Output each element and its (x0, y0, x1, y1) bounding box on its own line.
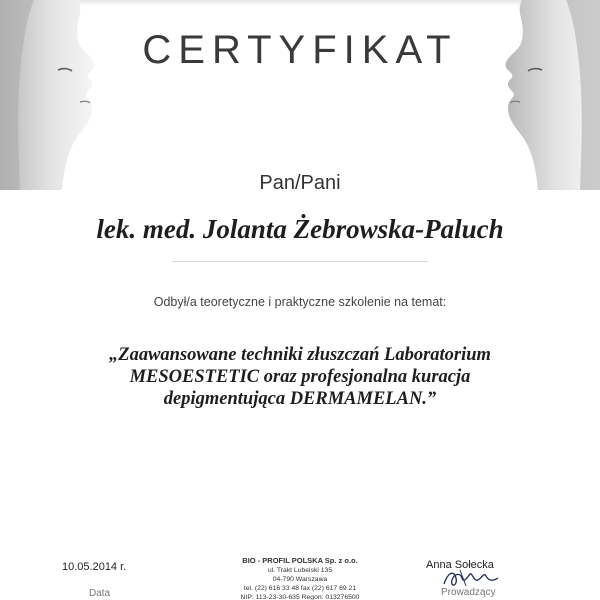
topic-line: MESOESTETIC oraz profesjonalna kuracja (129, 367, 471, 387)
topic-line: „Zaawansowane techniki złuszczań Laboratorium (109, 345, 491, 365)
training-topic (40, 344, 560, 410)
signer-role: Prowadzący (441, 587, 496, 598)
divider (172, 261, 428, 262)
recipient-name: lek. med. Jolanta Żebrowska-Paluch (96, 214, 504, 244)
company-stamp (200, 556, 400, 600)
company-city: 04-790 Warszawa (272, 576, 328, 583)
company-name: BIO - PROFIL POLSKA Sp. z o.o. (242, 556, 358, 565)
salutation: Pan/Pani (259, 172, 341, 194)
signer-name: Anna Sołecka (426, 559, 494, 571)
topic-line: depigmentująca DERMAMELAN.” (163, 389, 437, 409)
training-intro: Odbył/a teoretyczne i praktyczne szkolenie na temat: (153, 295, 447, 309)
date-value: 10.05.2014 r. (62, 561, 127, 573)
company-phone: tel. (22) 616 33 48 fax (22) 617 69 21 (243, 585, 357, 592)
company-street: ul. Trakt Lubelski 135 (267, 567, 333, 574)
date-label: Data (89, 588, 111, 599)
company-ids: NIP: 113-23-30-635 Regon: 013276500 (240, 594, 360, 600)
certificate-title: CERTYFIKAT (142, 28, 458, 72)
